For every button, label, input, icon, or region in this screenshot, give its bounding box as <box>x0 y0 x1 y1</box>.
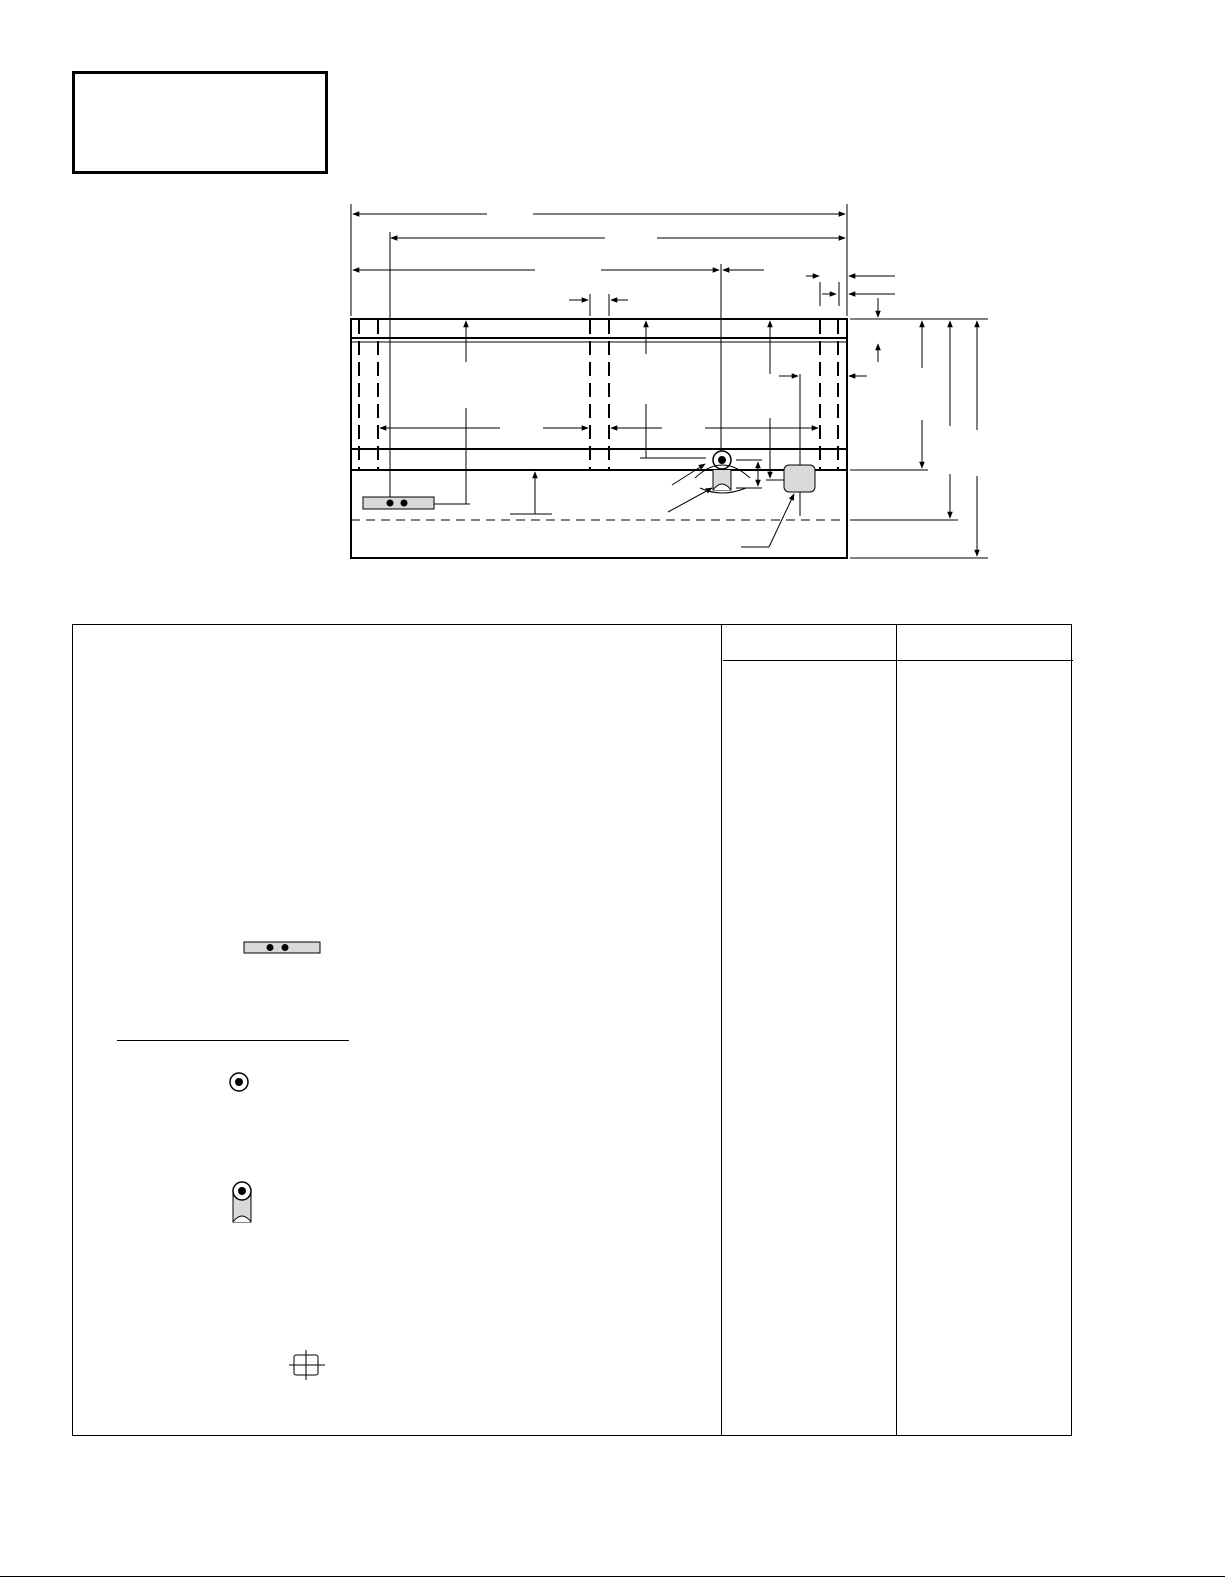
elevation-drawing <box>0 0 1225 600</box>
drain-outlet-icon <box>231 1180 253 1229</box>
column-divider <box>721 625 722 1435</box>
electrical-receptacle-icon <box>243 941 323 960</box>
electrical-receptacle <box>363 497 434 509</box>
header-rule <box>723 660 1073 661</box>
water-inlet <box>713 451 731 469</box>
junction-box <box>741 465 815 547</box>
legend-separator <box>117 1040 349 1041</box>
junction-box-icon <box>287 1349 327 1386</box>
drain-outlet <box>713 470 731 490</box>
specification-table <box>72 624 1072 1436</box>
cabinet-outline <box>351 319 847 558</box>
water-inlet-icon <box>228 1071 250 1098</box>
footer-rule <box>0 1576 1225 1577</box>
column-divider <box>896 625 897 1435</box>
